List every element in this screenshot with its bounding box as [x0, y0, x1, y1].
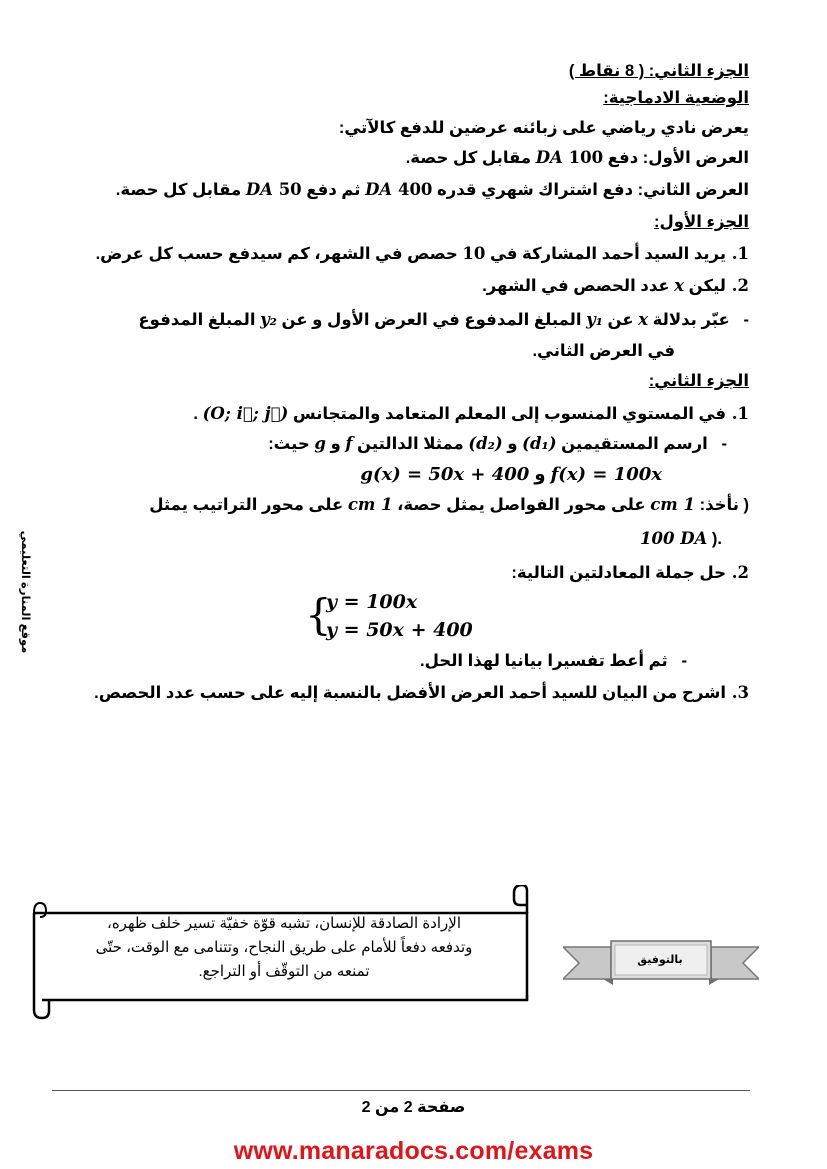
offer-1: العرض الأول: دفع 100 DA مقابل كل حصة. — [405, 148, 749, 167]
part2-question-3: 3. اشرح من البيان للسيد أحمد العرض الأفضل بالنسبة إليه على حسب عدد الحصص. — [94, 683, 749, 702]
motivational-quote: الإرادة الصادقة للإنسان، تشبه قوّة خفيّة تسير خلف ظهره، وتدفعه دفعاً للأمام على طريق النجاح، وتتنامى مع الوقت، حتّى تمنعه من التوقّف أو التراجع. — [95, 915, 473, 980]
part1-question-2: 2. ليكن x عدد الحصص في الشهر. — [482, 276, 749, 295]
scale-note: ( نأخذ: 1 cm على محور الفواصل يمثل حصة، 1 cm على محور التراتيب يمثل — [149, 495, 749, 514]
part2-question-1: 1. في المستوي المنسوب إلى المعلم المتعامد والمتجانس (O; i⃗; j⃗) . — [193, 404, 749, 423]
part1-question-1: 1. يريد السيد أحمد المشاركة في 10 حصص في الشهر، كم سيدفع حسب كل عرض. — [95, 244, 749, 263]
site-url[interactable]: www.manaradocs.com/exams — [233, 1137, 594, 1165]
part2-title: الجزء الثاني: — [648, 372, 749, 390]
offer-2: العرض الثاني: دفع اشتراك شهري قدره 400 DA ثم دفع 50 DA مقابل كل حصة. — [115, 180, 749, 199]
intro-line: يعرض نادي رياضي على زبائنه عرضين للدفع كالآتي: — [338, 119, 749, 137]
equation-2: y = 50x + 400 — [326, 619, 473, 641]
equation-1: y = 100x — [326, 591, 418, 613]
part1-title: الجزء الأول: — [653, 213, 749, 231]
situation-title: الوضعية الادماجية: — [603, 89, 749, 107]
part2-question-1-task: - ارسم المستقيمين (d₁) و (d₂) ممثلا الدالتين f و g حيث: — [268, 434, 727, 453]
part1-question-2-task-cont: في العرض الثاني. — [532, 342, 675, 360]
page-number: صفحة 2 من 2 — [361, 1099, 466, 1116]
part1-question-2-task: - عبّر بدلالة x عن y₁ المبلغ المدفوع في العرض الأول و عن y₂ المبلغ المدفوع — [138, 310, 749, 329]
good-luck-label: بالتوفيق — [637, 954, 683, 966]
part-title: الجزء الثاني: ( 8 نقاط ) — [568, 62, 749, 80]
part2-question-2: 2. حل جملة المعادلتين التالية: — [511, 563, 749, 582]
side-watermark: موقع المنارة التعليمي — [19, 530, 31, 654]
scale-note-cont: 100 DA ). — [640, 529, 722, 548]
footer-divider — [52, 1090, 750, 1091]
functions-line: g(x) = 50x + 400 و f(x) = 100x — [360, 464, 662, 485]
part2-question-2-task: - ثم أعط تفسيرا بيانيا لهذا الحل. — [419, 652, 687, 670]
system-brace: { — [305, 590, 332, 639]
